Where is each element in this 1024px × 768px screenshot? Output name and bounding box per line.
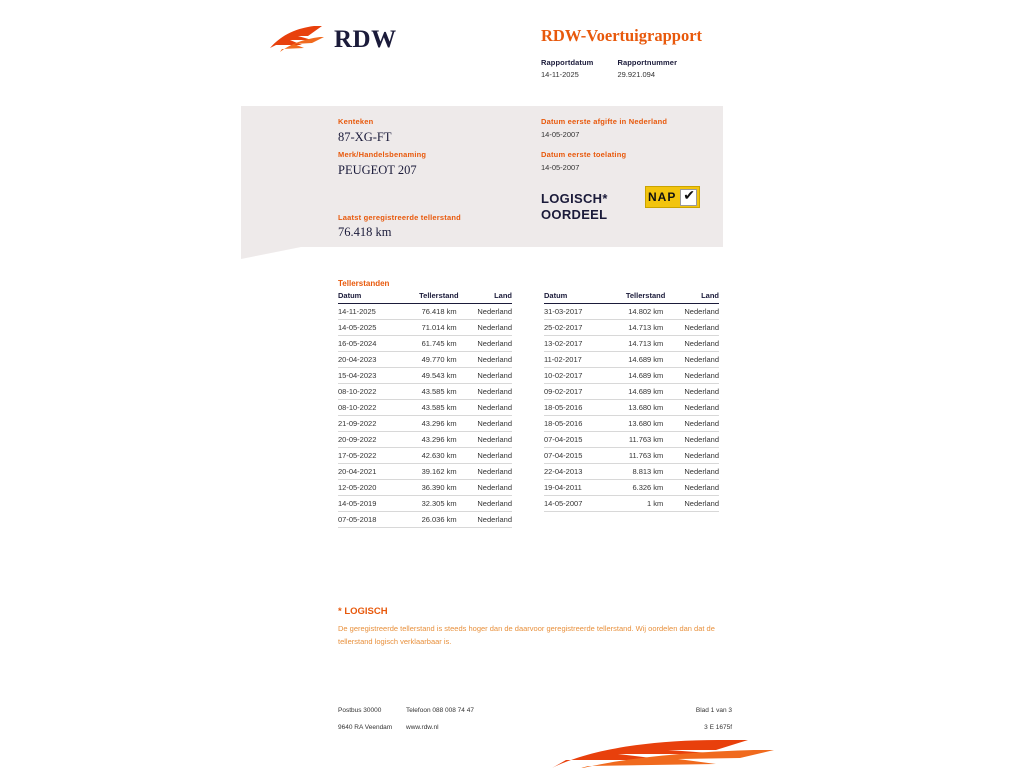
col-datum: Datum <box>544 291 606 304</box>
report-date-value: 14-11-2025 <box>541 70 579 79</box>
cell-tellerstand: 76.418 km <box>399 304 458 320</box>
cell-land: Nederland <box>665 464 719 480</box>
tellerstanden-table-right <box>544 291 719 512</box>
cell-datum: 07-05-2018 <box>338 512 399 528</box>
cell-datum: 12-05-2020 <box>338 480 399 496</box>
table-row <box>338 384 512 400</box>
kenteken-value: 87-XG-FT <box>338 130 392 144</box>
cell-datum: 21-09-2022 <box>338 416 399 432</box>
cell-datum: 18-05-2016 <box>544 400 606 416</box>
cell-datum: 20-04-2023 <box>338 352 399 368</box>
cell-land: Nederland <box>459 432 512 448</box>
cell-tellerstand: 8.813 km <box>606 464 666 480</box>
cell-datum: 14-11-2025 <box>338 304 399 320</box>
cell-datum: 22-04-2013 <box>544 464 606 480</box>
footer-address-line1: Postbus 30000 <box>338 707 382 714</box>
nap-badge-text: NAP <box>648 190 677 204</box>
cell-tellerstand: 14.689 km <box>606 352 666 368</box>
merk-label: Merk/Handelsbenaming <box>338 150 427 159</box>
footer-doc-code: 3 E 1675f <box>704 724 732 731</box>
cell-datum: 16-05-2024 <box>338 336 399 352</box>
table-header-row <box>544 291 719 304</box>
cell-tellerstand: 14.713 km <box>606 320 666 336</box>
table-row <box>338 432 512 448</box>
logo-wordmark: RDW <box>334 26 397 53</box>
cell-datum: 18-05-2016 <box>544 416 606 432</box>
cell-tellerstand: 71.014 km <box>399 320 458 336</box>
cell-datum: 10-02-2017 <box>544 368 606 384</box>
col-land: Land <box>665 291 719 304</box>
cell-land: Nederland <box>459 352 512 368</box>
cell-land: Nederland <box>459 416 512 432</box>
table-row <box>544 480 719 496</box>
cell-land: Nederland <box>665 416 719 432</box>
cell-land: Nederland <box>665 320 719 336</box>
cell-datum: 11-02-2017 <box>544 352 606 368</box>
table-row <box>544 336 719 352</box>
cell-land: Nederland <box>665 496 719 512</box>
cell-tellerstand: 49.543 km <box>399 368 458 384</box>
cell-land: Nederland <box>459 304 512 320</box>
cell-datum: 17-05-2022 <box>338 448 399 464</box>
cell-land: Nederland <box>665 384 719 400</box>
cell-datum: 25-02-2017 <box>544 320 606 336</box>
cell-land: Nederland <box>459 464 512 480</box>
footer-address-line2: 9640 RA Veendam <box>338 724 393 731</box>
table-row <box>338 496 512 512</box>
table-row <box>544 384 719 400</box>
verdict-line-2: OORDEEL <box>541 207 608 222</box>
cell-tellerstand: 6.326 km <box>606 480 666 496</box>
cell-land: Nederland <box>459 448 512 464</box>
table-row <box>338 368 512 384</box>
table-row <box>544 416 719 432</box>
col-datum: Datum <box>338 291 399 304</box>
cell-tellerstand: 43.585 km <box>399 400 458 416</box>
cell-land: Nederland <box>665 352 719 368</box>
table-row <box>338 416 512 432</box>
table-row <box>544 496 719 512</box>
tellerstanden-table-left <box>338 291 512 528</box>
footer-rdw-swoosh-icon <box>548 740 788 768</box>
footnote-body: De geregistreerde tellerstand is steeds hoger dan de daarvoor geregistreerde tellerstand. Wij oordelen dan dat de tellerstand logisch verklaarbaar is. <box>338 624 715 646</box>
cell-datum: 07-04-2015 <box>544 432 606 448</box>
cell-tellerstand: 14.713 km <box>606 336 666 352</box>
cell-tellerstand: 26.036 km <box>399 512 458 528</box>
report-date-label: Rapportdatum <box>541 58 594 67</box>
col-tellerstand: Tellerstand <box>606 291 666 304</box>
cell-datum: 08-10-2022 <box>338 400 399 416</box>
kenteken-label: Kenteken <box>338 117 374 126</box>
cell-land: Nederland <box>459 384 512 400</box>
cell-tellerstand: 61.745 km <box>399 336 458 352</box>
tellerstanden-title: Tellerstanden <box>338 279 390 288</box>
cell-land: Nederland <box>665 400 719 416</box>
verdict-block <box>541 191 608 223</box>
cell-tellerstand: 13.680 km <box>606 400 666 416</box>
cell-land: Nederland <box>665 304 719 320</box>
table-row <box>544 304 719 320</box>
rdw-swoosh-logo-icon <box>268 22 328 58</box>
cell-land: Nederland <box>459 400 512 416</box>
rdw-logo <box>268 22 397 58</box>
check-icon: ✔ <box>683 187 695 203</box>
cell-land: Nederland <box>459 368 512 384</box>
cell-datum: 13-02-2017 <box>544 336 606 352</box>
table-row <box>338 480 512 496</box>
cell-tellerstand: 32.305 km <box>399 496 458 512</box>
cell-datum: 31-03-2017 <box>544 304 606 320</box>
cell-tellerstand: 1 km <box>606 496 666 512</box>
cell-tellerstand: 14.689 km <box>606 384 666 400</box>
cell-land: Nederland <box>459 512 512 528</box>
cell-datum: 20-04-2021 <box>338 464 399 480</box>
eerste-toelating-value: 14-05-2007 <box>541 163 580 172</box>
cell-datum: 20-09-2022 <box>338 432 399 448</box>
nap-badge <box>645 186 700 208</box>
cell-datum: 08-10-2022 <box>338 384 399 400</box>
cell-datum: 14-05-2025 <box>338 320 399 336</box>
tellerstand-value: 76.418 km <box>338 225 392 239</box>
cell-tellerstand: 43.296 km <box>399 432 458 448</box>
table-row <box>544 448 719 464</box>
footer-phone: Telefoon 088 008 74 47 <box>406 707 474 714</box>
cell-tellerstand: 49.770 km <box>399 352 458 368</box>
table-row <box>338 512 512 528</box>
cell-tellerstand: 42.630 km <box>399 448 458 464</box>
cell-tellerstand: 43.296 km <box>399 416 458 432</box>
table-row <box>338 336 512 352</box>
cell-land: Nederland <box>665 448 719 464</box>
table-row <box>544 432 719 448</box>
cell-land: Nederland <box>665 480 719 496</box>
cell-datum: 19-04-2011 <box>544 480 606 496</box>
col-land: Land <box>459 291 512 304</box>
cell-datum: 14-05-2007 <box>544 496 606 512</box>
table-row <box>338 400 512 416</box>
cell-land: Nederland <box>459 480 512 496</box>
col-tellerstand: Tellerstand <box>399 291 458 304</box>
footnote-title: * LOGISCH <box>338 606 388 617</box>
cell-land: Nederland <box>459 336 512 352</box>
footer-website[interactable]: www.rdw.nl <box>406 724 439 731</box>
table-header-row <box>338 291 512 304</box>
eerste-afgifte-label: Datum eerste afgifte in Nederland <box>541 117 668 126</box>
cell-land: Nederland <box>665 432 719 448</box>
cell-tellerstand: 11.763 km <box>606 432 666 448</box>
report-title: RDW-Voertuigrapport <box>541 26 703 45</box>
table-row <box>338 464 512 480</box>
table-row <box>544 464 719 480</box>
cell-land: Nederland <box>665 336 719 352</box>
cell-tellerstand: 36.390 km <box>399 480 458 496</box>
vehicle-summary-panel <box>241 106 723 247</box>
report-number-label: Rapportnummer <box>617 58 678 67</box>
table-row <box>338 352 512 368</box>
cell-datum: 15-04-2023 <box>338 368 399 384</box>
cell-datum: 14-05-2019 <box>338 496 399 512</box>
table-row <box>544 368 719 384</box>
table-row <box>544 400 719 416</box>
eerste-toelating-label: Datum eerste toelating <box>541 150 627 159</box>
cell-tellerstand: 43.585 km <box>399 384 458 400</box>
report-date-block <box>541 58 593 79</box>
cell-datum: 07-04-2015 <box>544 448 606 464</box>
cell-datum: 09-02-2017 <box>544 384 606 400</box>
cell-tellerstand: 11.763 km <box>606 448 666 464</box>
table-row <box>338 448 512 464</box>
report-number-value: 29.921.094 <box>617 70 655 79</box>
report-meta <box>541 58 701 79</box>
report-number-block <box>617 58 677 79</box>
cell-land: Nederland <box>665 368 719 384</box>
panel-notch-decoration <box>241 247 301 259</box>
merk-value: PEUGEOT 207 <box>338 163 417 177</box>
cell-tellerstand: 14.689 km <box>606 368 666 384</box>
cell-tellerstand: 14.802 km <box>606 304 666 320</box>
cell-land: Nederland <box>459 496 512 512</box>
table-row <box>338 304 512 320</box>
eerste-afgifte-value: 14-05-2007 <box>541 130 580 139</box>
footer-page-info: Blad 1 van 3 <box>695 707 732 714</box>
table-row <box>544 352 719 368</box>
verdict-line-1: LOGISCH* <box>541 191 608 206</box>
table-row <box>544 320 719 336</box>
table-row <box>338 320 512 336</box>
tellerstand-label: Laatst geregistreerde tellerstand <box>338 213 461 222</box>
cell-land: Nederland <box>459 320 512 336</box>
page-footer <box>338 702 732 736</box>
cell-tellerstand: 13.680 km <box>606 416 666 432</box>
cell-tellerstand: 39.162 km <box>399 464 458 480</box>
